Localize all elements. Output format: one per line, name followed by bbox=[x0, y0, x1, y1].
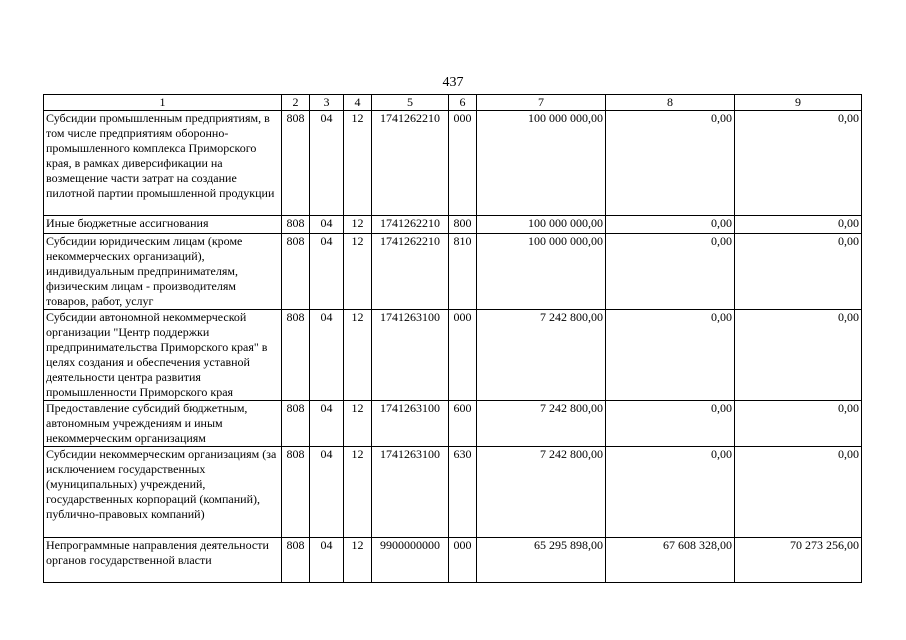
amount-col8-cell: 0,00 bbox=[606, 310, 735, 401]
expense-type-cell: 000 bbox=[449, 538, 477, 583]
row-name-cell: Субсидии юридическим лицам (кроме некоммерческих организаций), индивидуальным предпринимателям, физическим лицам - производителям товаров, работ, услуг bbox=[44, 234, 282, 310]
table-row bbox=[44, 234, 862, 310]
expense-type-cell: 000 bbox=[449, 111, 477, 216]
ministry-code-cell: 808 bbox=[282, 538, 310, 583]
target-article-cell: 1741263100 bbox=[372, 401, 449, 447]
expense-type-cell: 600 bbox=[449, 401, 477, 447]
amount-col8-cell: 0,00 bbox=[606, 401, 735, 447]
subsection-code-cell: 12 bbox=[344, 111, 372, 216]
ministry-code-cell: 808 bbox=[282, 216, 310, 234]
column-header-4: 4 bbox=[344, 95, 372, 111]
target-article-cell: 1741262210 bbox=[372, 234, 449, 310]
amount-col9-cell: 0,00 bbox=[735, 111, 862, 216]
amount-col7-cell: 7 242 800,00 bbox=[477, 401, 606, 447]
row-name-cell: Непрограммные направления деятельности органов государственной власти bbox=[44, 538, 282, 583]
ministry-code-cell: 808 bbox=[282, 401, 310, 447]
column-header-7: 7 bbox=[477, 95, 606, 111]
table-row bbox=[44, 310, 862, 401]
subsection-code-cell: 12 bbox=[344, 234, 372, 310]
subsection-code-cell: 12 bbox=[344, 310, 372, 401]
column-header-2: 2 bbox=[282, 95, 310, 111]
column-header-9: 9 bbox=[735, 95, 862, 111]
amount-col7-cell: 100 000 000,00 bbox=[477, 111, 606, 216]
amount-col9-cell: 0,00 bbox=[735, 310, 862, 401]
table-row bbox=[44, 401, 862, 447]
target-article-cell: 1741262210 bbox=[372, 216, 449, 234]
amount-col8-cell: 0,00 bbox=[606, 447, 735, 538]
amount-col7-cell: 100 000 000,00 bbox=[477, 216, 606, 234]
section-code-cell: 04 bbox=[310, 538, 344, 583]
amount-col9-cell: 0,00 bbox=[735, 447, 862, 538]
amount-col8-cell: 0,00 bbox=[606, 111, 735, 216]
row-name-cell: Иные бюджетные ассигнования bbox=[44, 216, 282, 234]
section-code-cell: 04 bbox=[310, 401, 344, 447]
target-article-cell: 1741262210 bbox=[372, 111, 449, 216]
expense-type-cell: 000 bbox=[449, 310, 477, 401]
table-row bbox=[44, 538, 862, 583]
section-code-cell: 04 bbox=[310, 234, 344, 310]
amount-col8-cell: 67 608 328,00 bbox=[606, 538, 735, 583]
column-header-1: 1 bbox=[44, 95, 282, 111]
subsection-code-cell: 12 bbox=[344, 538, 372, 583]
subsection-code-cell: 12 bbox=[344, 401, 372, 447]
section-code-cell: 04 bbox=[310, 310, 344, 401]
ministry-code-cell: 808 bbox=[282, 111, 310, 216]
table-row bbox=[44, 111, 862, 216]
amount-col7-cell: 100 000 000,00 bbox=[477, 234, 606, 310]
ministry-code-cell: 808 bbox=[282, 310, 310, 401]
column-header-5: 5 bbox=[372, 95, 449, 111]
amount-col7-cell: 7 242 800,00 bbox=[477, 310, 606, 401]
row-name-cell: Субсидии некоммерческим организациям (за исключением государственных (муниципальных) учреждений, государственных корпораций (компаний), публично-правовых компаний) bbox=[44, 447, 282, 538]
table-row bbox=[44, 447, 862, 538]
expense-type-cell: 810 bbox=[449, 234, 477, 310]
expense-type-cell: 630 bbox=[449, 447, 477, 538]
target-article-cell: 9900000000 bbox=[372, 538, 449, 583]
amount-col8-cell: 0,00 bbox=[606, 234, 735, 310]
column-header-8: 8 bbox=[606, 95, 735, 111]
amount-col9-cell: 0,00 bbox=[735, 401, 862, 447]
row-name-cell: Субсидии промышленным предприятиям, в том числе предприятиям оборонно-промышленного комплекса Приморского края, в рамках диверсификации на возмещение части затрат на создание пилотной партии промышленной продукции bbox=[44, 111, 282, 216]
target-article-cell: 1741263100 bbox=[372, 310, 449, 401]
budget-table bbox=[43, 94, 862, 583]
table-row bbox=[44, 216, 862, 234]
target-article-cell: 1741263100 bbox=[372, 447, 449, 538]
amount-col9-cell: 0,00 bbox=[735, 216, 862, 234]
column-header-3: 3 bbox=[310, 95, 344, 111]
subsection-code-cell: 12 bbox=[344, 216, 372, 234]
ministry-code-cell: 808 bbox=[282, 447, 310, 538]
amount-col7-cell: 65 295 898,00 bbox=[477, 538, 606, 583]
ministry-code-cell: 808 bbox=[282, 234, 310, 310]
subsection-code-cell: 12 bbox=[344, 447, 372, 538]
header-row bbox=[44, 95, 862, 111]
section-code-cell: 04 bbox=[310, 447, 344, 538]
row-name-cell: Предоставление субсидий бюджетным, автономным учреждениям и иным некоммерческим организациям bbox=[44, 401, 282, 447]
amount-col9-cell: 70 273 256,00 bbox=[735, 538, 862, 583]
amount-col8-cell: 0,00 bbox=[606, 216, 735, 234]
section-code-cell: 04 bbox=[310, 216, 344, 234]
section-code-cell: 04 bbox=[310, 111, 344, 216]
amount-col9-cell: 0,00 bbox=[735, 234, 862, 310]
expense-type-cell: 800 bbox=[449, 216, 477, 234]
page-number: 437 bbox=[442, 75, 464, 90]
column-header-6: 6 bbox=[449, 95, 477, 111]
row-name-cell: Субсидии автономной некоммерческой организации "Центр поддержки предпринимательства Приморского края" в целях создания и обеспечения уставной деятельности центра развития промышленности Приморского края bbox=[44, 310, 282, 401]
amount-col7-cell: 7 242 800,00 bbox=[477, 447, 606, 538]
